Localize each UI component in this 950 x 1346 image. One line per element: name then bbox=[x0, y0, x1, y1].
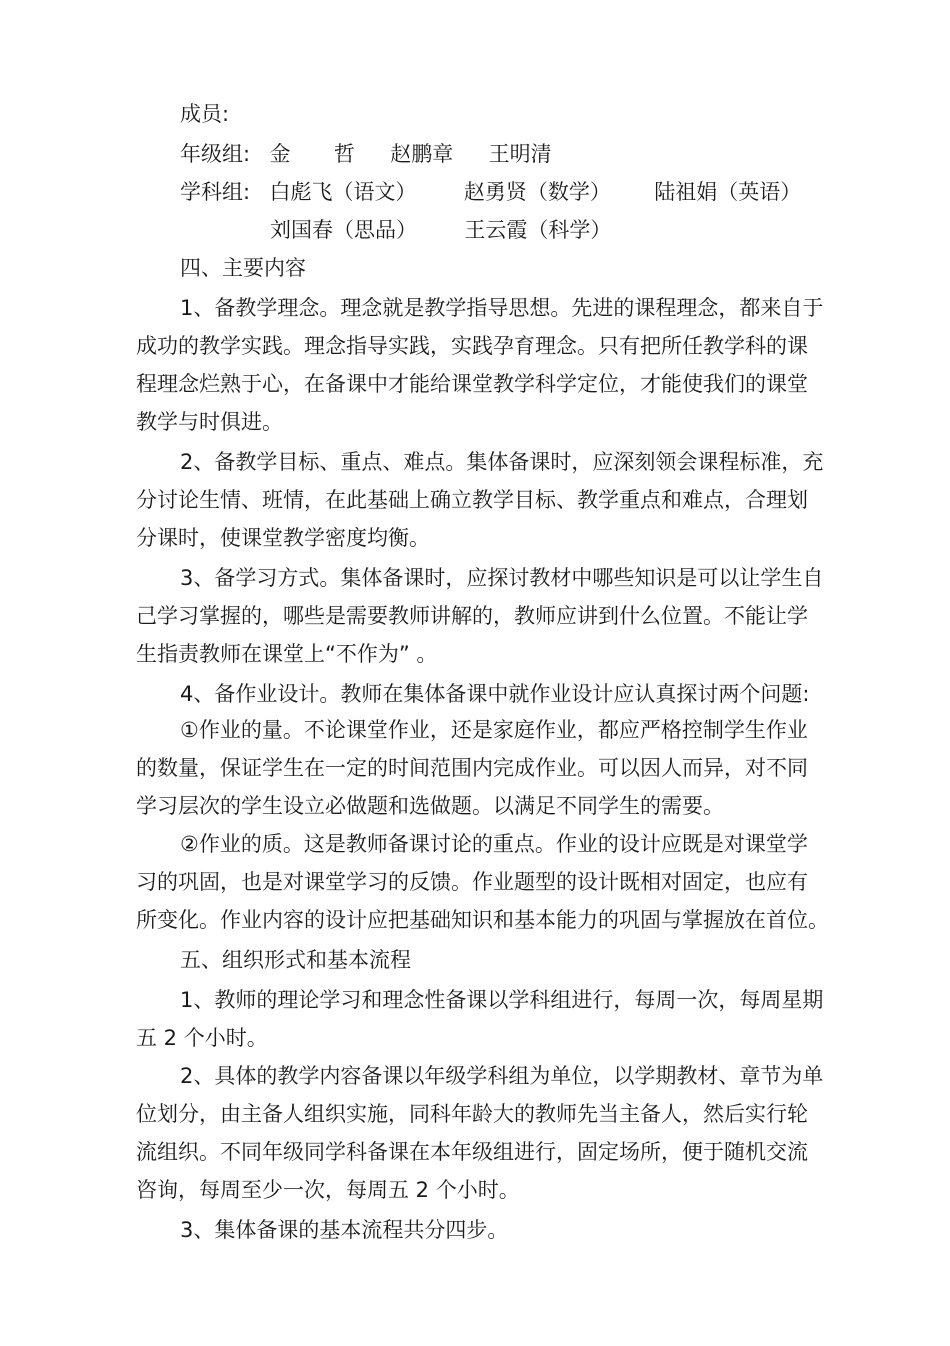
paragraph-line: 位划分，由主备人组织实施，同科年龄大的教师先当主备人，然后实行轮 bbox=[136, 1102, 808, 1126]
members-label: 成员: bbox=[180, 102, 230, 126]
paragraph-line: 习的巩固，也是对课堂学习的反馈。作业题型的设计既相对固定，也应有 bbox=[136, 870, 808, 894]
paragraph-line: 教学与时俱进。 bbox=[136, 410, 283, 434]
paragraph-line: 咨询，每周至少一次，每周五 2 个小时。 bbox=[136, 1178, 520, 1202]
paragraph-line: 分讨论生情、班情，在此基础上确立教学目标、教学重点和难点，合理划 bbox=[136, 488, 808, 512]
paragraph-line: 2、具体的教学内容备课以年级学科组为单位，以学期教材、章节为单 bbox=[180, 1064, 824, 1088]
paragraph-line: ①作业的量。不论课堂作业，还是家庭作业，都应严格控制学生作业 bbox=[180, 718, 808, 742]
grade-member-name: 哲 bbox=[333, 142, 355, 166]
grade-group-label: 年级组: bbox=[180, 142, 251, 166]
section-heading: 四、主要内容 bbox=[180, 256, 306, 280]
paragraph-line: 生指责教师在课堂上“不作为” 。 bbox=[136, 642, 438, 666]
grade-member-name: 王明清 bbox=[488, 142, 552, 166]
paragraph-line: 的数量，保证学生在一定的时间范围内完成作业。可以因人而异，对不同 bbox=[136, 756, 808, 780]
subject-member-name: 王云霞（科学） bbox=[464, 218, 612, 242]
paragraph-line: 2、备教学目标、重点、难点。集体备课时，应深刻领会课程标准，充 bbox=[180, 450, 824, 474]
paragraph-line: 4、备作业设计。教师在集体备课中就作业设计应认真探讨两个问题: bbox=[180, 682, 810, 706]
paragraph-line: 分课时，使课堂教学密度均衡。 bbox=[136, 526, 430, 550]
subject-group-row-2 bbox=[270, 216, 611, 244]
paragraph-line: 1、备教学理念。理念就是教学指导思想。先进的课程理念，都来自于 bbox=[180, 296, 824, 320]
grade-group-row bbox=[180, 140, 552, 168]
paragraph-line: 五 2 个小时。 bbox=[136, 1026, 268, 1050]
paragraph-line: 所变化。作业内容的设计应把基础知识和基本能力的巩固与掌握放在首位。 bbox=[136, 908, 829, 932]
subject-group-row bbox=[180, 178, 801, 206]
paragraph-line: 程理念烂熟于心，在备课中才能给课堂教学科学定位，才能使我们的课堂 bbox=[136, 372, 808, 396]
paragraph-line: 成功的教学实践。理念指导实践，实践孕育理念。只有把所任教学科的课 bbox=[136, 334, 808, 358]
subject-member-name: 陆祖娟（英语） bbox=[654, 180, 802, 204]
paragraph-line: 1、教师的理论学习和理念性备课以学科组进行，每周一次，每周星期 bbox=[180, 988, 824, 1012]
paragraph-line: 3、集体备课的基本流程共分四步。 bbox=[180, 1218, 509, 1242]
subject-member-name: 赵勇贤（数学） bbox=[463, 180, 611, 204]
paragraph-line: 3、备学习方式。集体备课时，应探讨教材中哪些知识是可以让学生自 bbox=[180, 566, 824, 590]
section-heading: 五、组织形式和基本流程 bbox=[180, 948, 411, 972]
subject-member-name: 白彪飞（语文） bbox=[269, 180, 417, 204]
grade-member-name: 赵鹏章 bbox=[390, 142, 454, 166]
paragraph-line: 己学习掌握的，哪些是需要教师讲解的，教师应讲到什么位置。不能让学 bbox=[136, 604, 808, 628]
grade-member-name: 金 bbox=[269, 142, 291, 166]
subject-group-label: 学科组: bbox=[180, 180, 251, 204]
paragraph-line: 学习层次的学生设立必做题和选做题。以满足不同学生的需要。 bbox=[136, 794, 724, 818]
paragraph-line: ②作业的质。这是教师备课讨论的重点。作业的设计应既是对课堂学 bbox=[180, 832, 808, 856]
paragraph-line: 流组织。不同年级同学科备课在本年级组进行，固定场所，便于随机交流 bbox=[136, 1140, 808, 1164]
subject-member-name: 刘国春（思品） bbox=[270, 218, 417, 242]
